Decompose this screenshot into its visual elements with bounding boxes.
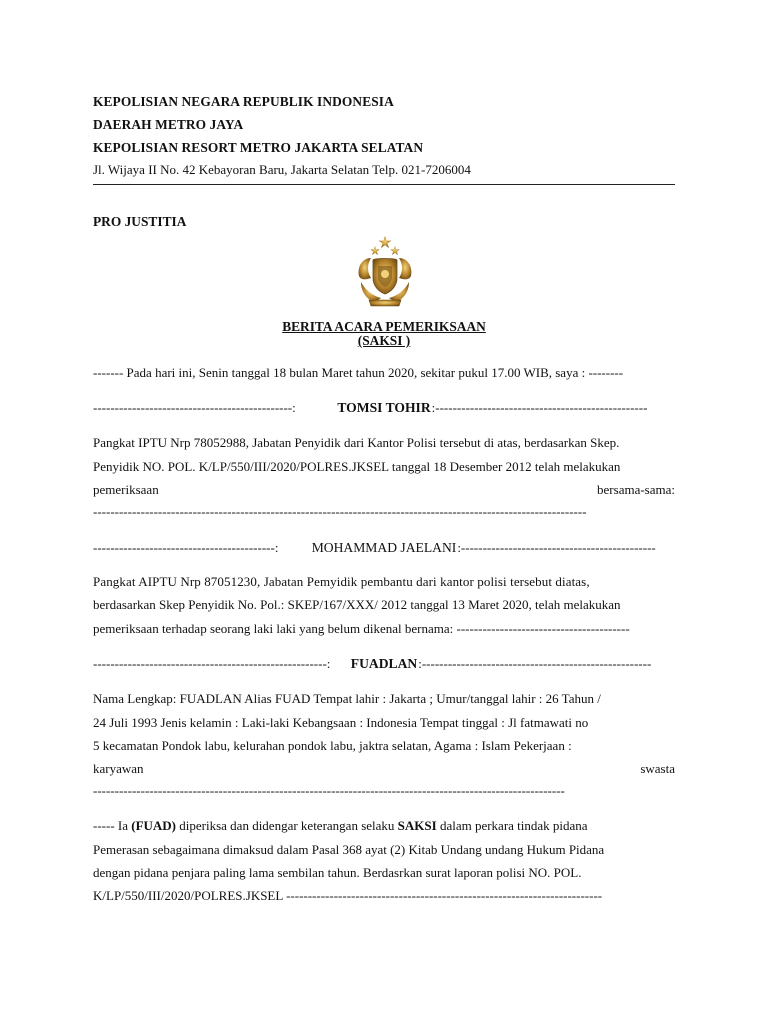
document-page <box>93 0 675 1024</box>
role-label: SAKSI <box>397 818 437 833</box>
witness-bar <box>93 656 675 672</box>
statement-line-4: K/LP/550/III/2020/POLRES.JKSEL ------------------------------------------------------------------------- <box>93 888 603 903</box>
witness-bio-line-5: ------------------------------------------------------------------------------------------------------------- <box>93 783 565 798</box>
examiner-2-name: MOHAMMAD JAELANI <box>311 540 457 555</box>
statement-text: ----- Ia <box>93 818 132 833</box>
statement-line-3: dengan pidana penjara paling lama sembilan tahun. Berdasrkan surat laporan polisi NO. POL. <box>93 865 582 880</box>
witness-name: FUADLAN <box>350 656 418 671</box>
header-line-1: KEPOLISIAN NEGARA REPUBLIK INDONESIA <box>93 94 394 109</box>
examiner-2-line-3: pemeriksaan terhadap seorang laki laki yang belum dikenal bernama: ---------------------------------------- <box>93 621 630 636</box>
statement-text: diperiksa dan didengar keterangan selaku <box>176 818 398 833</box>
header-address: Jl. Wijaya II No. 42 Kebayoran Baru, Jakarta Selatan Telp. 021-7206004 <box>93 162 471 177</box>
statement-text: dalam perkara tindak pidana <box>436 818 588 833</box>
statement-line-1 <box>93 818 675 834</box>
text-left: pemeriksaan <box>93 482 159 497</box>
dash-fill: :--------------------------------------------- <box>457 540 656 555</box>
dash-fill: :----------------------------------------------------- <box>418 656 652 671</box>
witness-bio-line-3: 5 kecamatan Pondok labu, kelurahan pondok labu, jaktra selatan, Agama : Islam Pekerjaan : <box>93 738 572 753</box>
header-line-2: DAERAH METRO JAYA <box>93 117 244 132</box>
document-title: BERITA ACARA PEMERIKSAAN <box>282 319 486 334</box>
header-line-3: KEPOLISIAN RESORT METRO JAKARTA SELATAN <box>93 140 424 155</box>
statement-line-2: Pemerasan sebagaimana dimaksud dalam Pasal 368 ayat (2) Kitab Undang undang Hukum Pidana <box>93 842 605 857</box>
examiner-1-line-1: Pangkat IPTU Nrp 78052988, Jabatan Penyidik dari Kantor Polisi tersebut di atas, berdasarkan Skep. <box>93 435 620 450</box>
dash-fill: :------------------------------------------------- <box>431 400 648 415</box>
document-subtitle: (SAKSI ) <box>357 333 411 348</box>
examiner-1-line-3 <box>93 482 675 498</box>
dash-fill: ----------------------------------------------: <box>93 400 296 415</box>
witness-alias: (FUAD) <box>131 818 177 833</box>
witness-bio-line-1: Nama Lengkap: FUADLAN Alias FUAD Tempat lahir : Jakarta ; Umur/tanggal lahir : 26 Tahun / <box>93 691 601 706</box>
witness-bio-line-2: 24 Juli 1993 Jenis kelamin : Laki-laki Kebangsaan : Indonesia Tempat tinggal : Jl fatmawati no <box>93 715 589 730</box>
examiner-2-line-2: berdasarkan Skep Penyidik No. Pol.: SKEP/167/XXX/ 2012 tanggal 13 Maret 2020, telah melakukan <box>93 597 621 612</box>
examiner-1-name: TOMSI TOHIR <box>337 400 431 415</box>
intro-line: ------- Pada hari ini, Senin tanggal 18 bulan Maret tahun 2020, sekitar pukul 17.00 WIB, saya : -------- <box>93 365 624 380</box>
examiner-1-line-2: Penyidik NO. POL. K/LP/550/III/2020/POLRES.JKSEL tanggal 18 Desember 2012 telah melakukan <box>93 459 621 474</box>
dash-fill: ------------------------------------------: <box>93 540 279 555</box>
examiner-1-bar <box>93 400 675 416</box>
examiner-2-line-1: Pangkat AIPTU Nrp 87051230, Jabatan Pemyidik pembantu dari kantor polisi tersebut diatas, <box>93 574 590 589</box>
police-emblem-icon <box>345 232 425 312</box>
examiner-2-bar <box>93 540 675 556</box>
header-divider <box>93 184 675 185</box>
text-right: swasta <box>640 761 675 776</box>
examiner-1-line-4: ------------------------------------------------------------------------------------------------------------------ <box>93 504 587 519</box>
text-left: karyawan <box>93 761 144 776</box>
witness-bio-line-4 <box>93 761 675 777</box>
text-right: bersama-sama: <box>597 482 675 497</box>
pro-justitia-label: PRO JUSTITIA <box>93 214 187 229</box>
dash-fill: ------------------------------------------------------: <box>93 656 331 671</box>
